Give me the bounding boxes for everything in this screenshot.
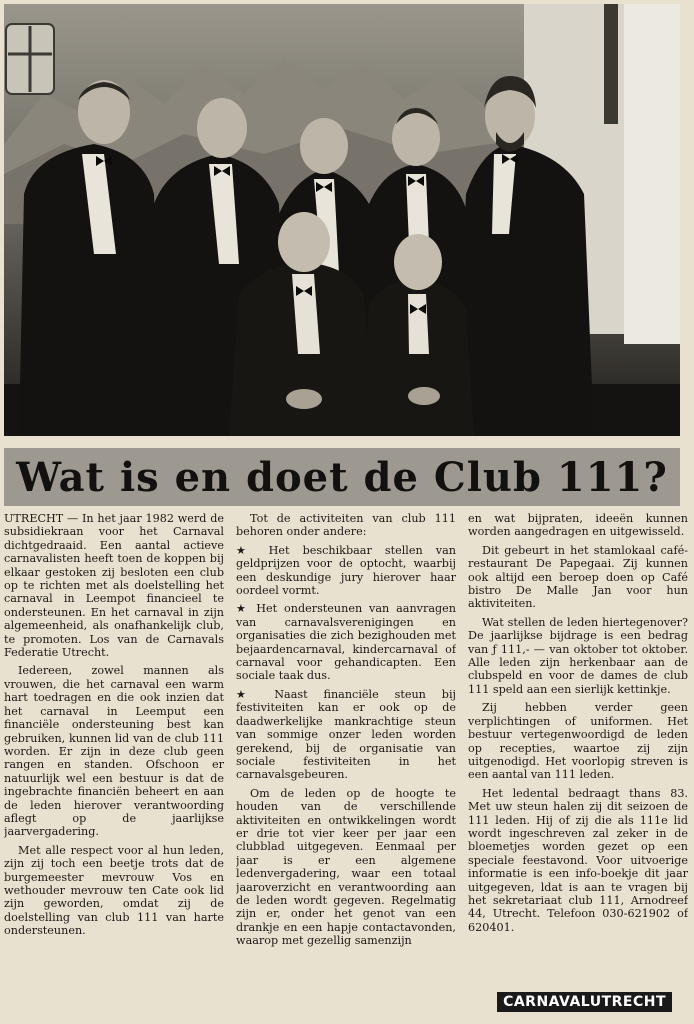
column-2: [236, 512, 456, 1017]
paragraph: Wat stellen de leden hiertegenover? De jaarlijkse bijdrage is een bedrag van ƒ 111,- — van oktober tot oktober. Alle leden zijn herkenbaar aan de clubspeld en voor de dames de club 111 speld aan een sierlijk kettinkje.: [468, 615, 688, 696]
paragraph: Het ledental bedraagt thans 83. Met uw steun halen zij dit seizoen de 111 leden. Hij of zij die als 111e lid wordt ingeschreven zal zeker in de bloemetjes worden gezet op een speciale feestavond. Voor uitvoerige informatie is een info-boekje dit jaar uitgegeven, ldat is aan te vragen bij het sekretariaat club 111, Arnodreef 44, Utrecht. Telefoon 030-621902 of 620401.: [468, 786, 688, 934]
headline: Wat is en doet de Club 111?: [16, 453, 668, 501]
paragraph: UTRECHT — In het jaar 1982 werd de subsidiekraan voor het Carnaval dichtgedraaid. Een aantal actieve carnavalisten heeft toen de koppen bij elkaar gestoken zij besloten een club op te richten met als doelstelling het carnaval in Leempot financieel te ondersteunen. En het carnaval in zijn algemeenheid, als onafhankelijk club, te promoten. Los van de Carnavals Federatie Utrecht.: [4, 512, 224, 660]
column-1: [4, 512, 224, 1017]
photo-illustration: [4, 4, 680, 436]
paragraph: Zij hebben verder geen verplichtingen of uniformen. Het bestuur vertegenwoordigd de leden op recepties, waartoe zij zijn uitgenodigd. Het voorlopig streven is een aantal van 111 leden.: [468, 701, 688, 782]
paragraph: Om de leden op de hoogte te houden van de verschillende aktiviteiten en ontwikkelingen wordt er drie tot vier keer per jaar een clubblad uitgegeven. Eenmaal per jaar is er een algemene ledenvergadering, waar een totaal jaaroverzicht en verantwoording aan de leden wordt gegeven. Regelmatig zijn er, onder het genot van een drankje en een hapje contactavonden, waarop met gezellig samenzijn: [236, 786, 456, 948]
article-body: [4, 512, 688, 1017]
bullet-item: ★ Naast financiële steun bij festiviteiten kan er ook op de daadwerkelijke mankrachtige steun van sommige onzer leden worden gerekend, bij de organisatie van sociale festiviteiten in het carnavalsgebeuren.: [236, 687, 456, 782]
paragraph: Met alle respect voor al hun leden, zijn zij toch een beetje trots dat de burgemeester mevrouw Vos en wethouder mevrouw ten Cate ook lid zijn geworden, omdat zij de doelstelling van club 111 van harte ondersteunen.: [4, 843, 224, 938]
watermark: CARNAVALUTRECHT: [497, 992, 672, 1012]
headline-bar: [4, 448, 680, 506]
paragraph: Tot de activiteiten van club 111 behoren onder andere:: [236, 512, 456, 539]
group-photo: [4, 4, 680, 436]
column-3: [468, 512, 688, 1017]
paragraph: Iedereen, zowel mannen als vrouwen, die het carnaval een warm hart toedragen en die ook inzien dat het carnaval in Leemput een financiële ondersteuning best kan gebruiken, kunnen lid van de club 111 worden. Er zijn in deze club geen rangen en standen. Ofschoon er natuurlijk wel een bestuur is dat de ingebrachte financiën beheert en aan de leden hierover verantwoording aflegt op de jaarlijkse jaarvergadering.: [4, 664, 224, 839]
bullet-item: ★ Het beschikbaar stellen van geldprijzen voor de optocht, waarbij een deskundige jury hierover haar oordeel vormt.: [236, 543, 456, 598]
paragraph: Dit gebeurt in het stamlokaal café-restaurant De Papegaai. Zij kunnen ook altijd een beroep doen op Café bistro De Malle Jan voor hun aktiviteiten.: [468, 543, 688, 611]
paragraph: en wat bijpraten, ideeën kunnen worden aangedragen en uitgewisseld.: [468, 512, 688, 539]
bullet-item: ★ Het ondersteunen van aanvragen van carnavalsverenigingen en organisaties die zich bezighouden met bejaardencarnaval, kindercarnaval of carnaval voor gehandicapten. Een sociale taak dus.: [236, 602, 456, 683]
